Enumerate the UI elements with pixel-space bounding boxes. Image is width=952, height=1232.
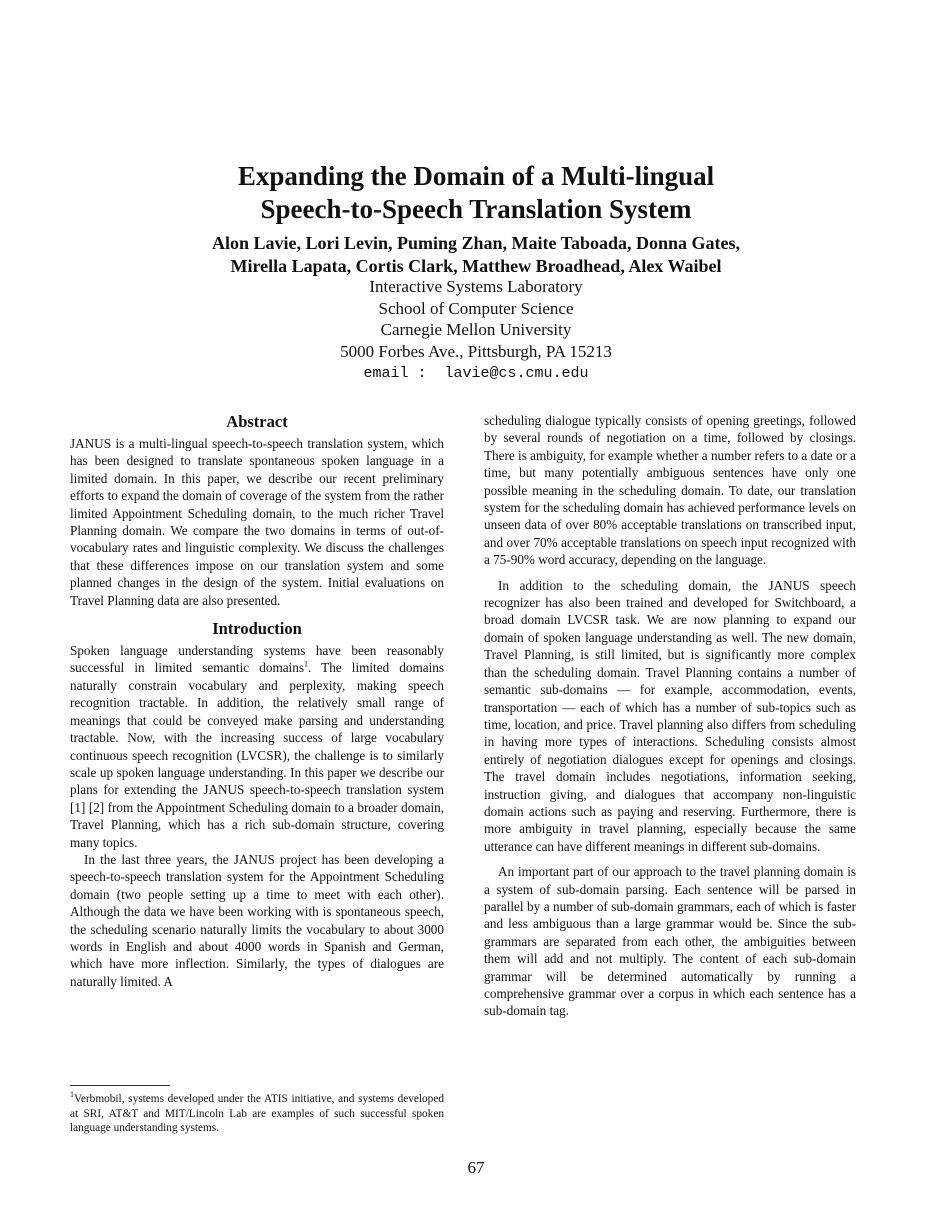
intro-paragraph-3: In addition to the scheduling domain, the JANUS speech recognizer has also been trained and developed for Switchboard, a broad domain LVCSR task. We are now planning to expand our domain of spoken language understanding as well. The new domain, Travel Planning, is still limited, but is significantly more complex than the scheduling domain. Travel Planning contains a number of semantic sub-domains — for example, accommodation, events, transportation — each of which has a number of sub-topics such as time, location, and price. Travel planning also differs from scheduling in having more types of interactions. Scheduling consists almost entirely of negotiation dialogues except for openings and closings. The travel domain includes negotiations, information seeking, instruction giving, and dialogues that accompany non-linguistic domain actions such as paying and reserving. Furthermore, there is more ambiguity in travel planning, especially because the same utterance can have different meanings in different sub-domains. bbox=[484, 577, 856, 854]
affiliation-school: School of Computer Science bbox=[378, 298, 574, 318]
intro-paragraph-2: In the last three years, the JANUS project has been developing a speech-to-speech translation system for the Appointment Scheduling domain (two people setting up a time to meet with each other). Although the data we have been working with is spontaneous speech, the scheduling scenario naturally limits the vocabulary to about 3000 words in English and about 4000 words in Spanish and German, which have more inflection. Similarly, the types of dialogues are naturally limited. A bbox=[70, 851, 444, 989]
affiliation-university: Carnegie Mellon University bbox=[380, 320, 572, 339]
abstract-text: JANUS is a multi-lingual speech-to-speech translation system, which has been designed to translate spontaneous spoken language in a limited domain. In this paper, we describe our recent preliminary efforts to expand the domain of coverage of the system from the rather limited Appointment Scheduling domain, to the much richer Travel Planning domain. We compare the two domains in terms of out-of-vocabulary rates and linguistic complexity. We discuss the challenges that these differences impose on our translation system and some planned changes in the design of the system. Initial evaluations on Travel Planning data are also presented. bbox=[70, 436, 444, 608]
paper-title bbox=[0, 160, 952, 226]
footnote-rule bbox=[70, 1085, 170, 1086]
affiliation-lab: Interactive Systems Laboratory bbox=[369, 277, 583, 296]
author-list bbox=[0, 232, 952, 278]
intro-paragraph-4: An important part of our approach to the travel planning domain is a system of sub-domain parsing. Each sentence will be parsed in parallel by a number of sub-domain grammars, each of which is faster and less ambiguous than a large grammar would be. Since the sub-grammars are separated from each other, the ambiguities between them will add and not multiply. The content of each sub-domain grammar will be determined automatically by running a comprehensive grammar over a corpus in which each sentence has a sub-domain tag. bbox=[484, 864, 856, 1019]
contact-email: email : lavie@cs.cmu.edu bbox=[363, 365, 589, 382]
left-column bbox=[70, 412, 444, 990]
intro-p1-end: . The limited domains naturally constrain vocabulary and perplexity, making speech recognition tractable. In addition, the relatively small range of meanings that could be conveyed make parsing and understanding tractable. Now, with the increasing success of large vocabulary continuous speech recognition (LVCSR), the challenge is to similarly scale up spoken language understanding. In this paper we describe our plans for extending the JANUS speech-to-speech translation system [1] [2] from the Appointment Scheduling domain to a broader domain, Travel Planning, which has a rich sub-domain structure, covering many topics. bbox=[70, 660, 444, 850]
footnote-text: Verbmobil, systems developed under the ATIS initiative, and systems developed at SRI, AT&T and MIT/Lincoln Lab are examples of such successful spoken language understanding systems. bbox=[70, 1093, 444, 1135]
abstract-heading: Abstract bbox=[226, 412, 288, 431]
footnote bbox=[70, 1092, 444, 1136]
footnote-ref: 1 bbox=[303, 660, 308, 670]
introduction-heading: Introduction bbox=[212, 619, 302, 639]
title-line-2: Speech-to-Speech Translation System bbox=[260, 194, 692, 224]
footnote-mark: 1 bbox=[70, 1090, 74, 1100]
intro-p1-start: Spoken language understanding systems have been reasonably successful in limited semantic domains bbox=[70, 643, 444, 676]
intro-paragraph-1 bbox=[70, 642, 444, 851]
title-line-1: Expanding the Domain of a Multi-lingual bbox=[237, 161, 715, 191]
affiliation-block bbox=[0, 276, 952, 362]
authors-line-1: Alon Lavie, Lori Levin, Puming Zhan, Maite Taboada, Donna Gates, bbox=[211, 233, 741, 253]
affiliation-address: 5000 Forbes Ave., Pittsburgh, PA 15213 bbox=[340, 341, 612, 361]
right-column bbox=[484, 412, 856, 1020]
intro-paragraph-2-continued: scheduling dialogue typically consists of opening greetings, followed by several rounds of negotiation on a time, followed by closings. There is ambiguity, for example whether a number refers to a date or a time, but many potentially ambiguous sentences have only one possible meaning in the scheduling domain. To date, our translation system for the scheduling domain has achieved performance levels on unseen data of over 80% acceptable translations on transcribed input, and over 70% acceptable translations on speech input recognized with a 75-90% word accuracy, depending on the language. bbox=[484, 413, 856, 568]
page-number: 67 bbox=[467, 1158, 485, 1177]
authors-line-2: Mirella Lapata, Cortis Clark, Matthew Broadhead, Alex Waibel bbox=[230, 256, 722, 276]
